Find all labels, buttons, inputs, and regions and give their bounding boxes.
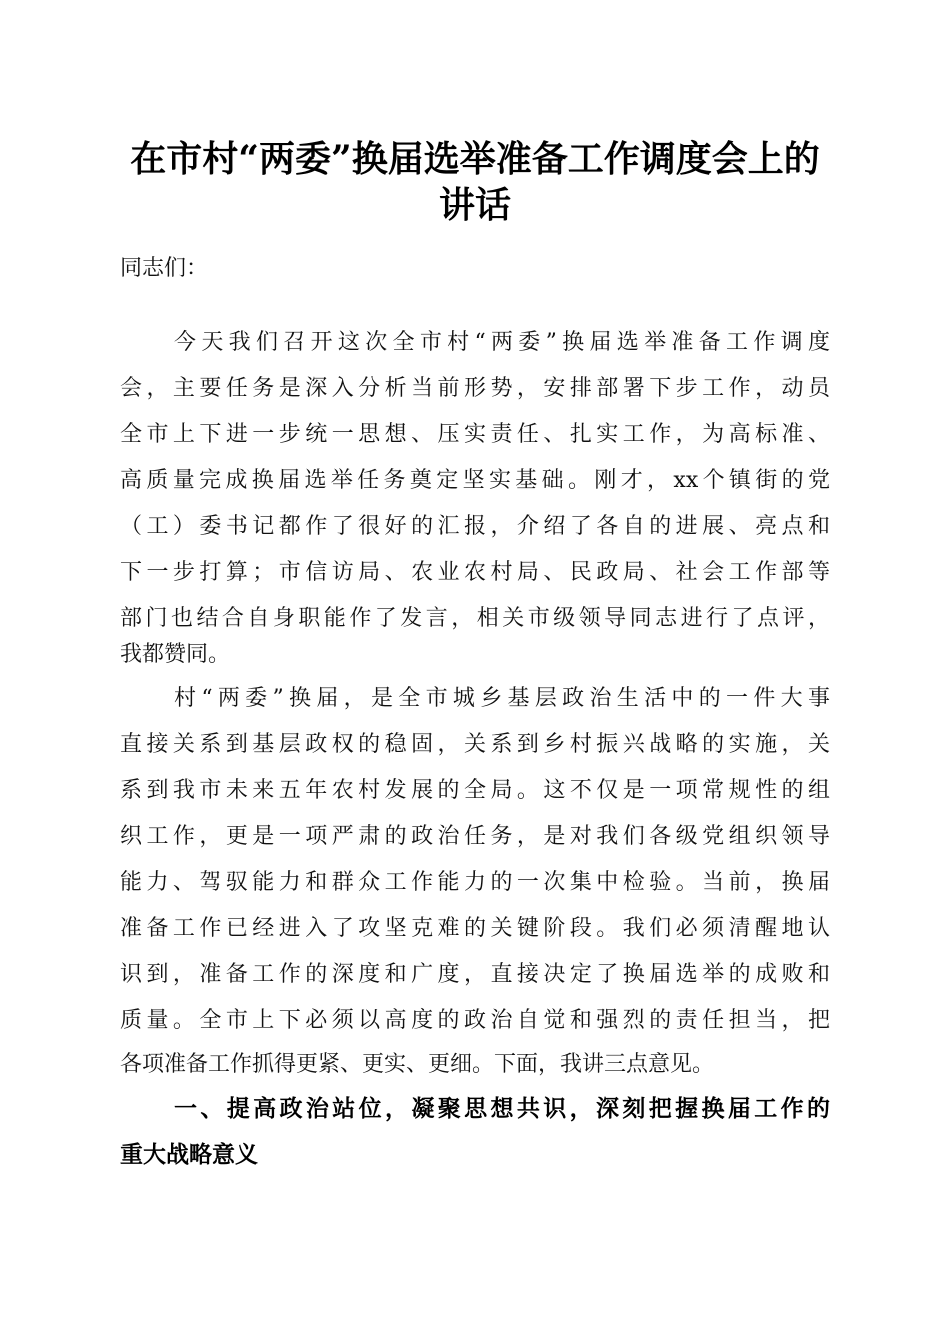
paragraph-line: 我都赞同。 [120, 642, 231, 667]
section-heading: 重大战略意义 [120, 1142, 258, 1168]
paragraph-line: （工）委书记都作了很好的汇报，介绍了各自的进展、亮点和 [120, 514, 830, 539]
paragraph-line: 村“两委”换届，是全市城乡基层政治生活中的一件大事 [174, 686, 830, 711]
paragraph-line: 能力、驾驭能力和群众工作能力的一次集中检验。当前，换届 [120, 870, 830, 895]
paragraph-line: 织工作，更是一项严肃的政治任务，是对我们各级党组织领导 [120, 824, 830, 849]
paragraph-line: 全市上下进一步统一思想、压实责任、扎实工作，为高标准、 [120, 422, 830, 447]
paragraph-line: 部门也结合自身职能作了发言，相关市级领导同志进行了点评， [120, 606, 830, 631]
section-heading: 一、提高政治站位，凝聚思想共识，深刻把握换届工作的 [174, 1096, 830, 1122]
document-title [100, 136, 850, 228]
title-line: 在市村“两委”换届选举准备工作调度会上的 [130, 138, 820, 180]
paragraph-line: 各项准备工作抓得更紧、更实、更细。下面，我讲三点意见。 [120, 1052, 715, 1077]
paragraph-line: 准备工作已经进入了攻坚克难的关键阶段。我们必须清醒地认 [120, 916, 830, 941]
title-line: 讲话 [438, 184, 511, 226]
paragraph-line: 会，主要任务是深入分析当前形势，安排部署下步工作，动员 [120, 376, 830, 401]
paragraph-line: 高质量完成换届选举任务奠定坚实基础。刚才，xx个镇街的党 [120, 468, 830, 493]
paragraph-line: 系到我市未来五年农村发展的全局。这不仅是一项常规性的组 [120, 778, 830, 803]
paragraph-line: 今天我们召开这次全市村“两委”换届选举准备工作调度 [174, 330, 830, 355]
paragraph-line: 下一步打算；市信访局、农业农村局、民政局、社会工作部等 [120, 560, 830, 585]
paragraph-line: 直接关系到基层政权的稳固，关系到乡村振兴战略的实施，关 [120, 732, 830, 757]
paragraph-line: 质量。全市上下必须以高度的政治自觉和强烈的责任担当，把 [120, 1008, 830, 1033]
salutation: 同志们： [120, 256, 209, 281]
paragraph-line: 识到，准备工作的深度和广度，直接决定了换届选举的成败和 [120, 962, 830, 987]
